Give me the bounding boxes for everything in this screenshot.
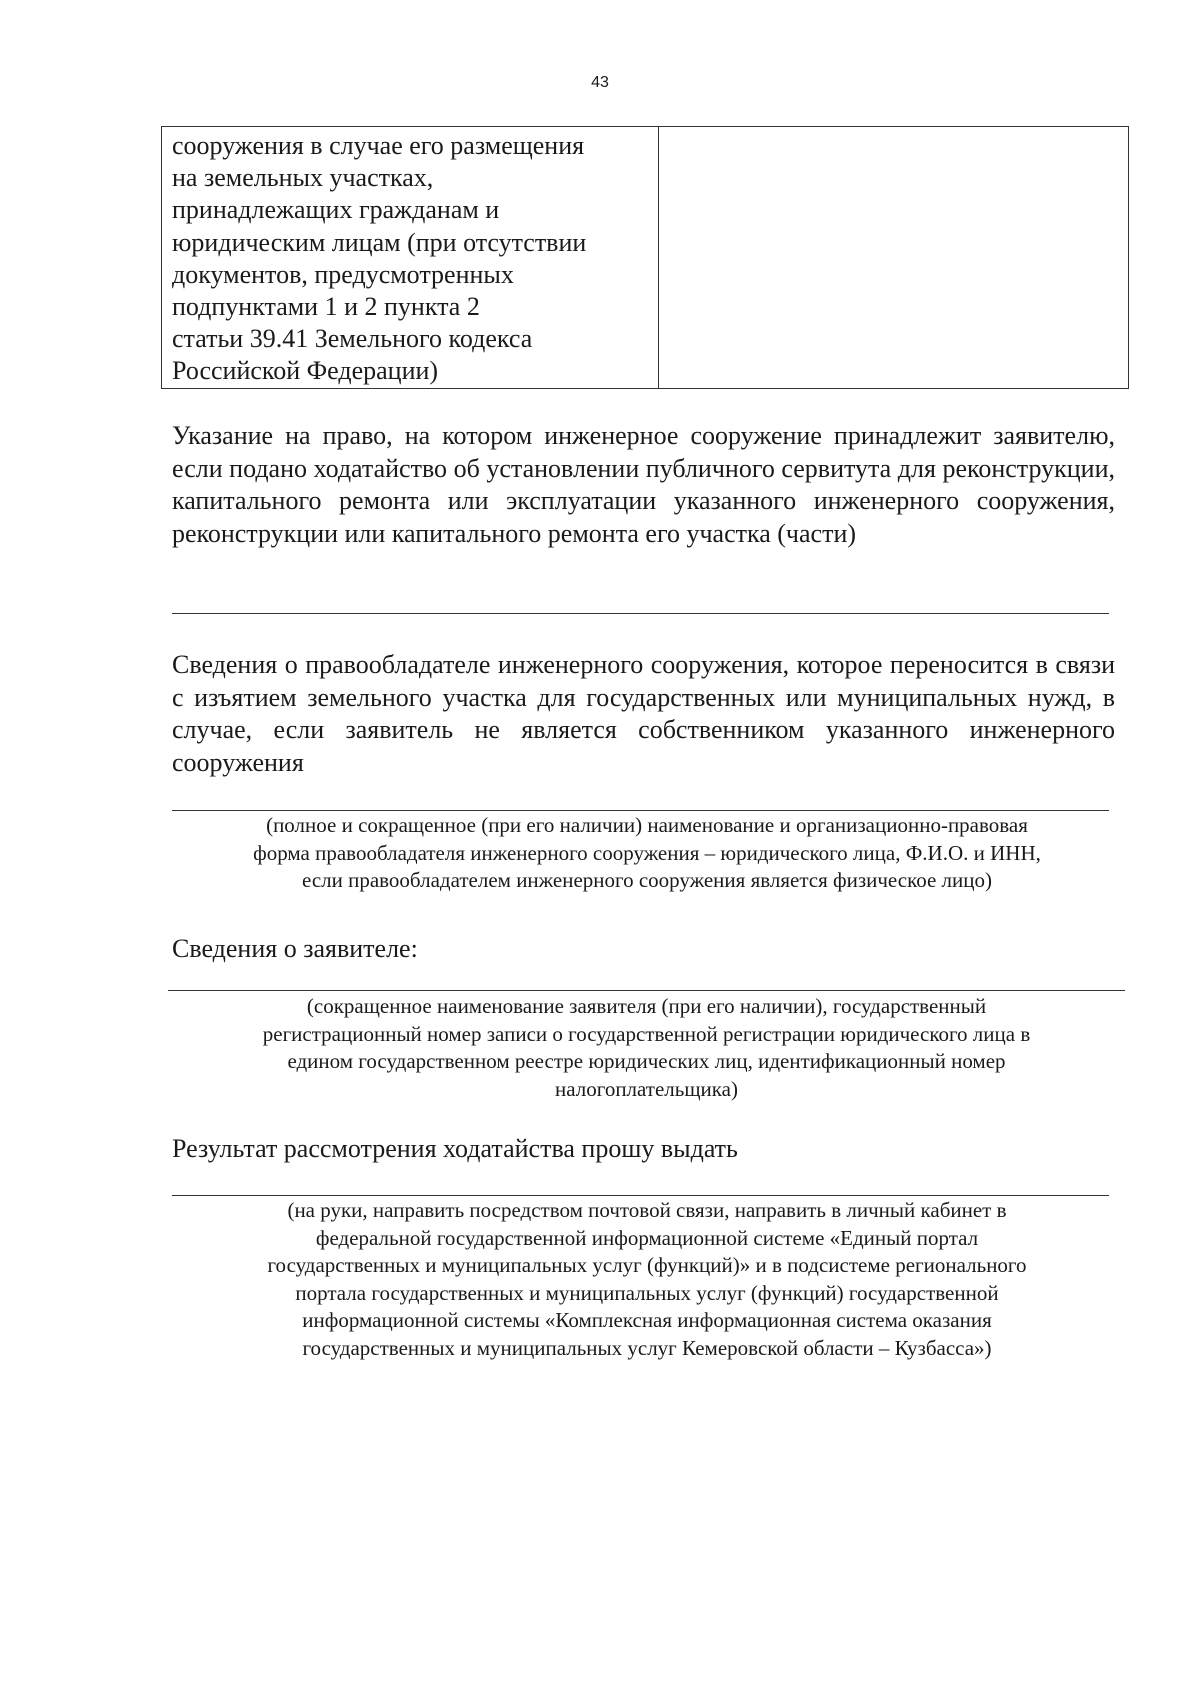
- owner-info-paragraph: Сведения о правообладателе инженерного сооружения, которое переносится в связи с изъятием земельного участка для государственных или муниципальных нужд, в случае, если заявитель не является собственником указанного инженерного сооружения: [172, 650, 1115, 777]
- result-caption: (на руки, направить посредством почтовой связи, направить в личный кабинет в федеральной государственной информационной системе «Единый портал государственных и муниципальных услуг (функций)» и в подсистеме регионального портала государственных и муниципальных услуг (функций) государственной информационной системы «Комплексная информационная система оказания государственных и муниципальных услуг Кемеровской области – Кузбасса»): [267, 1198, 1027, 1360]
- continuation-table: [161, 126, 1129, 389]
- table-cell-description: [162, 127, 659, 389]
- table-cell-text: сооружения в случае его размещения на земельных участках, принадлежащих гражданам и юридическим лицам (при отсутствии документов, предусмотренных подпунктами 1 и 2 пункта 2 статьи 39.41 Земельного кодекса Российской Федерации): [172, 131, 587, 386]
- owner-info-caption: (полное и сокращенное (при его наличии) наименование и организационно-правовая форма правообладателя инженерного сооружения – юридического лица, Ф.И.О. и ИНН, если правообладателем инженерного сооружения является физическое лицо): [253, 813, 1041, 892]
- table-cell-value: [659, 127, 1129, 389]
- applicant-caption: (сокращенное наименование заявителя (при его наличии), государственный регистрационный номер записи о государственной регистрации юридического лица в едином государственном реестре юридических лиц, идентификационный номер налогоплательщика): [262, 994, 1031, 1101]
- right-indication-input-line[interactable]: [172, 613, 1109, 614]
- table-row: [162, 127, 1129, 389]
- page-number: 43: [591, 74, 609, 91]
- applicant-input-line[interactable]: [168, 990, 1125, 991]
- result-input-line[interactable]: [172, 1195, 1109, 1196]
- right-indication-paragraph: Указание на право, на котором инженерное сооружение принадлежит заявителю, если подано ходатайство об установлении публичного сервитута для реконструкции, капитального ремонта или эксплуатации указанного инженерного сооружения, реконструкции или капитального ремонта его участка (части): [172, 421, 1115, 548]
- owner-info-input-line[interactable]: [172, 810, 1109, 811]
- result-heading: Результат рассмотрения ходатайства прошу выдать: [172, 1134, 738, 1163]
- applicant-heading: Сведения о заявителе:: [172, 934, 418, 963]
